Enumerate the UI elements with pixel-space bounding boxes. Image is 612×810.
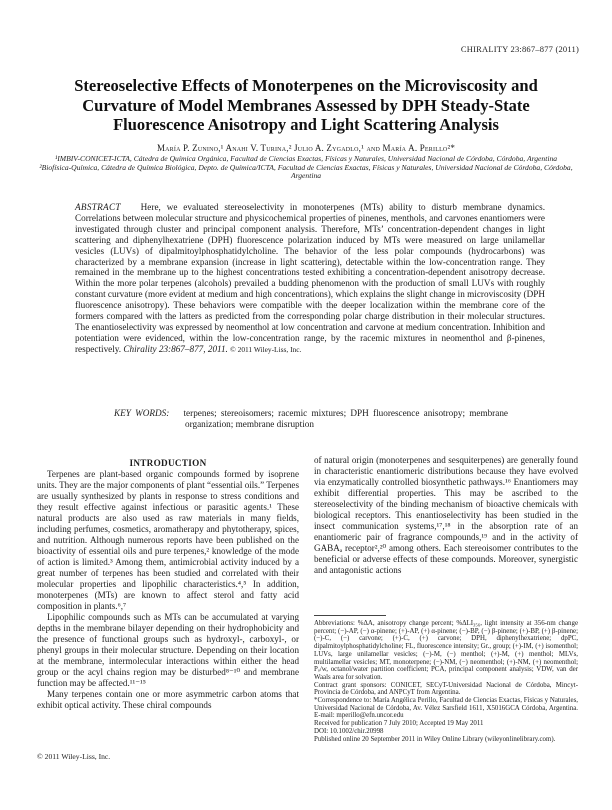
abstract-citation: Chirality 23:867–877, 2011. (123, 343, 228, 354)
affiliations-block (36, 155, 576, 181)
footnote-item: Contract grant sponsors: CONICET, SECyT-Universidad Nacional de Córdoba, Mincyt-Provincia de Córdoba, and ANPCyT from Argentina. (314, 681, 578, 697)
body-paragraph: Many terpenes contain one or more asymmetric carbon atoms that exhibit optical activity. These chiral compounds (37, 689, 299, 710)
body-paragraph: Terpenes are plant-based organic compounds formed by isoprene units. They are the major components of plant “essential oils.” Terpenes are usually synthesized by plants in response to stress conditions and they result effective against infectious or parasitic agents.¹ These natural products are also used as raw materials in many fields, including perfumes, cosmetics, aromatherapy and phytotherapy, spices, and nutrition. Although numerous reports have been published on the bioactivity of essential oils and pure terpenes,² knowledge of the mode of action is limited.³ Among them, antimicrobial activity induced by a great number of terpenes has been studied and correlated with their molecular properties and lipophilic characteristics.⁴,⁵ In addition, monoterpenes (MTs) are known to affect sterol and fatty acid composition in plants.⁶,⁷ (37, 469, 299, 611)
article-title: Stereoselective Effects of Monoterpenes on the Microviscosity and Curvature of Model Membranes Assessed by DPH Steady-State Fluorescence Anisotropy and Light Scattering Analysis (74, 76, 538, 134)
footnote-item: Abbreviations: %ΔA, anisotropy change percent; %ΔLI₃₅₆, light intensity at 356-nm change percent; (−)-AP, (−) α-pinene; (+)-AP, (+) α-pinene; (−)-BP, (−) β-pinene; (+)-BP, (+) β-pinene; (−)-C, (−) carvone; (+)-C, (+) carvone; DPH, diphenylhexatriene; dpPC, dipalmitoylphosphatidylcholine; FL, fluorescence intensity; Gr., group; (+)-IM, (+) isomenthol; LUVs, large unilamellar vesicles; (−)-M, (−) menthol; (+)-M, (+) menthol; MLVs, multilamellar vesicles; MT, monoterpene; (−)-NM, (−) neomenthol; (+)-NM, (+) neomenthol; Pₒ/w, octanol/water partition coefficient; PCA, principal component analysis; VDW, van der Waals area for solvation. (314, 620, 578, 681)
abstract-copyright: © 2011 Wiley-Liss, Inc. (230, 344, 302, 354)
keywords-text: terpenes; stereoisomers; racemic mixtures; DPH fluorescence anisotropy; membrane organization; membrane disruption (183, 408, 508, 429)
body-paragraph: Lipophilic compounds such as MTs can be accumulated at varying depths in the membrane bilayer depending on their hydrophobicity and the presence of functional groups such as hydroxyl-, carboxyl-, or phenyl groups in their molecular structure. Depending on their location at the membrane, intermolecular interactions within either the head group or the acyl chains region may be disturbed⁸⁻¹⁰ and membrane function may be affected.¹¹⁻¹⁵ (37, 612, 299, 688)
footer-copyright: © 2011 Wiley-Liss, Inc. (37, 752, 111, 761)
abstract-label: ABSTRACT (75, 202, 121, 212)
footnote-item: Published online 20 September 2011 in Wiley Online Library (wileyonlinelibrary.com). (314, 735, 556, 743)
footnote-item: DOI: 10.1002/chir.20998 (314, 727, 384, 735)
footnote-rule (314, 615, 386, 616)
keywords-section (114, 408, 508, 430)
abstract-section (75, 202, 545, 356)
abstract-body: Here, we evaluated stereoselectivity in monoterpenes (MTs) ability to disturb membrane dynamics. Correlations between molecular structure and physicochemical properties of pinenes, menthols, and carvones enantiomers were investigated through cluster and principal component analysis. Therefore, MTs’ concentration-dependent changes in light scattering and diphenylhexatriene (DPH) fluorescence polarization induced by MTs were measured on large unilamellar vesicles (LUVs) of dipalmitoylphosphatidylcholine. The behavior of the less polar compounds (hydrocarbons) was characterized by a membrane expansion (increase in light scattering), detectable within the low-concentration range. They remained in the membrane up to the highest concentrations tested exhibiting a concentration-dependent anisotropy decrease. Within the more polar terpenes (alcohols) prevailed a budding phenomenon with the production of small LUVs with roughly constant curvature (more evident at medium and high concentrations), which explains the slight change in microviscosity (DPH fluorescence anisotropy). These behaviors were compatible with the deeper localization within the membrane core of the formers compared with the latters as predicted from the corresponding polar charge distribution in their molecular structures. The enantioselectivity was expressed by neomenthol at low concentration and carvone at medium concentration. Inhibition and potentiation were evidenced, within the low-concentration range, by the racemic mixtures in neomenthol and β-pinenes, respectively. (75, 202, 545, 354)
affiliation: ¹IMBIV-CONICET-ICTA, Cátedra de Química Orgánica, Facultad de Ciencias Exactas, Físicas y Naturales, Universidad Nacional de Córdoba, Córdoba, Argentina (54, 154, 558, 163)
footnote-item: *Correspondence to: María Angélica Perillo, Facultad de Ciencias Exactas, Físicas y Naturales, Universidad Nacional de Córdoba, Av. Vélez Sarsfield 1611, X5016GCA Córdoba, Argentina. E-mail: mperillo@efn.uncor.edu (314, 697, 578, 720)
introduction-heading: INTRODUCTION (129, 458, 207, 468)
column-left (37, 458, 299, 711)
column-right (314, 455, 578, 576)
footnote-item: Received for publication 7 July 2010; Accepted 19 May 2011 (314, 720, 484, 728)
keywords-label: KEY WORDS: (114, 408, 170, 418)
body-paragraph: of natural origin (monoterpenes and sesquiterpenes) are generally found in characteristic enantiomeric distributions because they have evolved via enzymatically controlled biosynthetic pathways.¹⁶ Enantiomers may exhibit differential properties. This may be ascribed to the stereoselectivity of the binding mechanism of bioactive chemicals with biological receptors. This enantioselectivity has been studied in the insect communication systems,¹⁷,¹⁸ in the absorption rate of an enantiomeric pair of fragrance compounds,¹⁹ and in the activity of GABAₐ receptor²,²⁰ among others. Each stereoisomer contributes to the beneficial or adverse effects of these compounds. Moreover, synergistic and antagonistic actions (314, 455, 578, 575)
affiliation: ²Biofísica-Química, Cátedra de Química Biológica, Depto. de Química/ICTA, Facultad de Ciencias Exactas, Físicas y Naturales, Universidad Nacional de Córdoba, Córdoba, Argentina (39, 162, 573, 181)
footnote-block (314, 615, 578, 743)
authors-line: María P. Zunino,¹ Anahi V. Turina,² Julio A. Zygadlo,¹ and María A. Perillo²* (156, 143, 456, 153)
journal-header: CHIRALITY 23:867–877 (2011) (460, 44, 579, 54)
